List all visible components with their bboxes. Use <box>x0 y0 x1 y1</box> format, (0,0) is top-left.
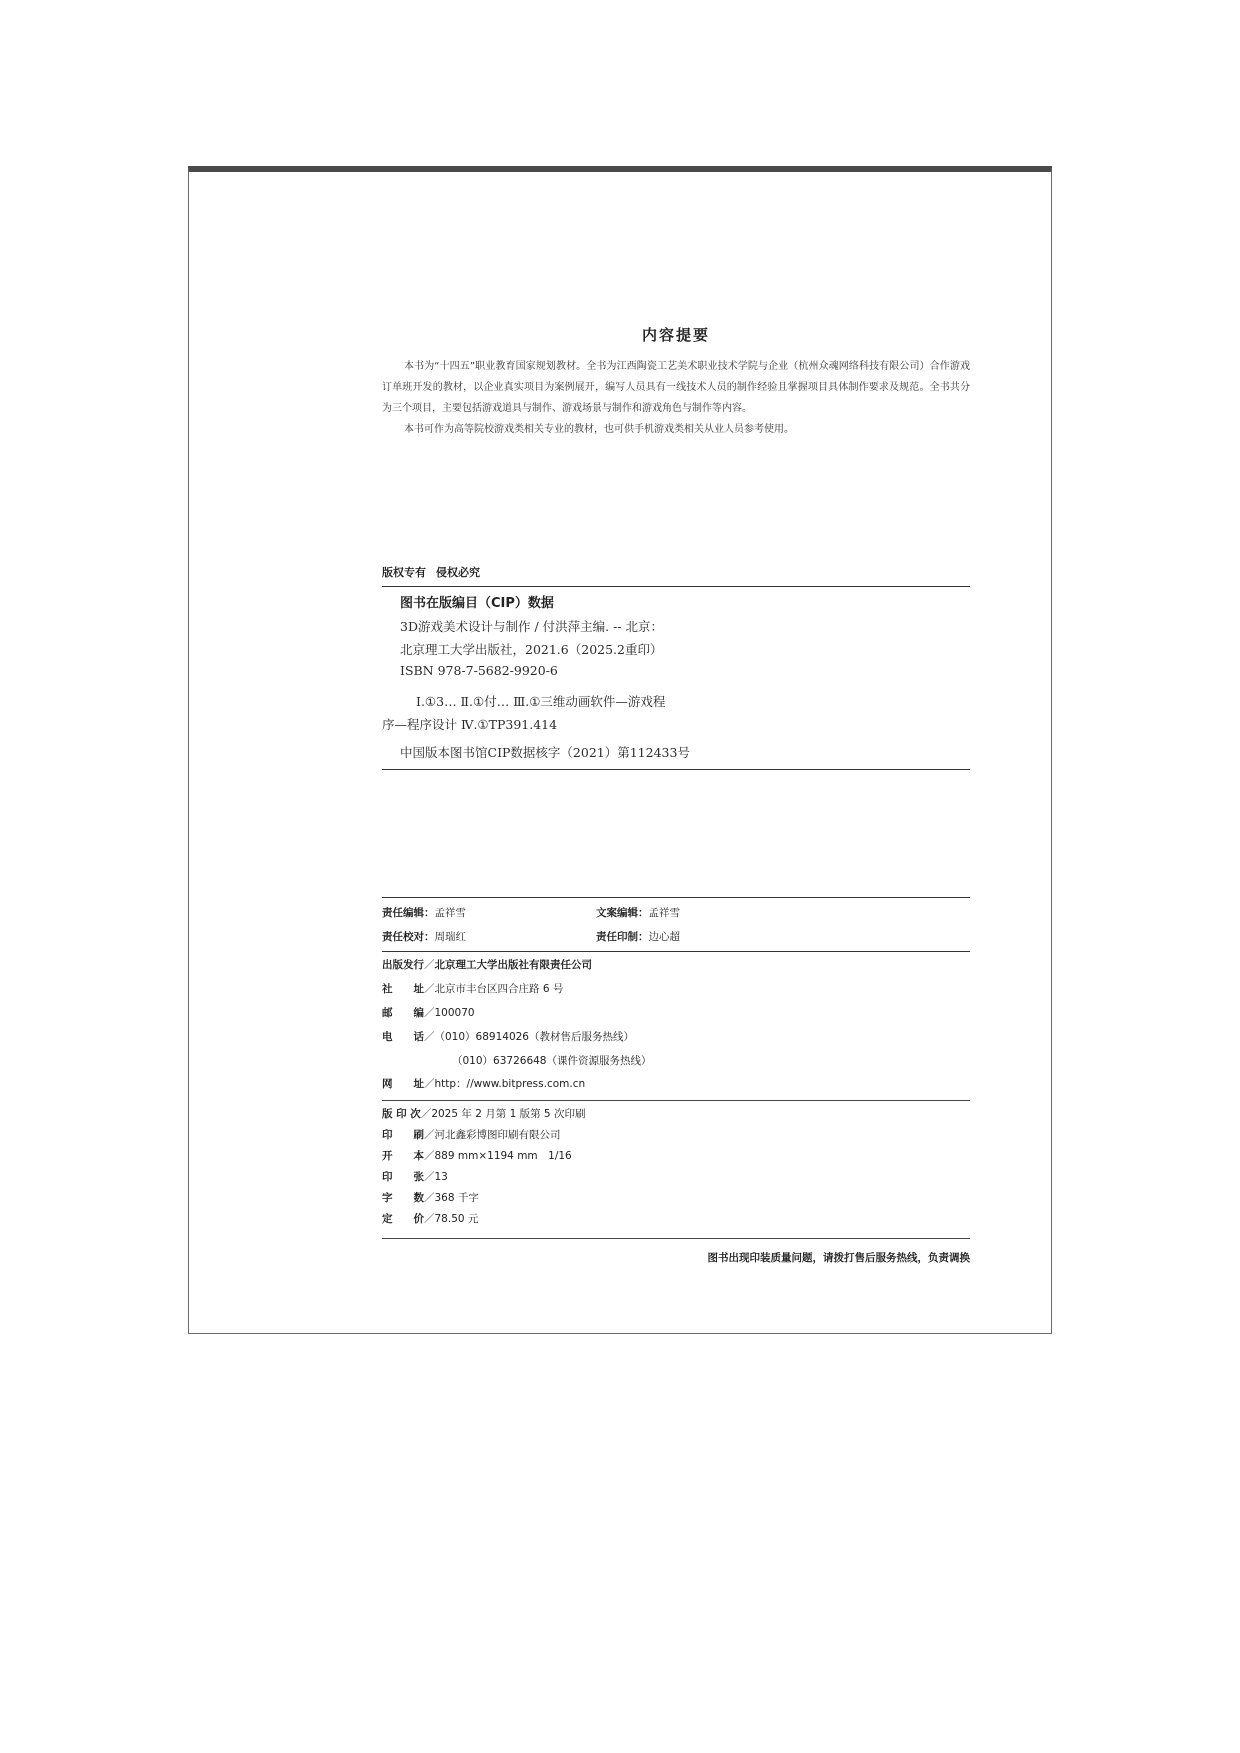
slash: ／ <box>424 959 435 971</box>
slash: ／ <box>424 983 435 995</box>
phone-row <box>382 1029 634 1044</box>
proof-value: 周瑞红 <box>434 931 466 943</box>
editor-field <box>382 905 466 920</box>
format-label: 开 本 <box>382 1150 424 1162</box>
edition-value: 2025 年 2 月第 1 版第 5 次印刷 <box>431 1108 586 1120</box>
editor-value: 孟祥雪 <box>434 907 466 919</box>
cip-line: 北京理工大学出版社，2021.6（2025.2重印） <box>400 642 663 657</box>
phone-value: （010）63726648（课件资源服务热线） <box>452 1055 652 1067</box>
printer-value: 河北鑫彩博图印刷有限公司 <box>434 1129 561 1141</box>
print-supervisor-value: 边心超 <box>648 931 680 943</box>
slash: ／ <box>424 1129 435 1141</box>
price-value: 78.50 元 <box>434 1213 479 1225</box>
abstract-paragraph: 本书可作为高等院校游戏类相关专业的教材，也可供手机游戏类相关从业人员参考使用。 <box>404 424 794 435</box>
quality-notice: 图书出现印装质量问题，请拨打售后服务热线，负责调换 <box>707 1252 970 1264</box>
printer-label: 印 刷 <box>382 1129 424 1141</box>
copy-editor-label: 文案编辑： <box>596 907 649 919</box>
abstract-title: 内容提要 <box>641 326 710 344</box>
slash: ／ <box>424 1078 435 1090</box>
rights-text: 版权专有 <box>382 566 426 579</box>
cip-line: 中国版本图书馆CIP数据核字（2021）第112433号 <box>400 745 690 760</box>
sheets-row <box>382 1169 448 1184</box>
cip-block <box>382 586 970 770</box>
cip-line: Ⅰ.①3… Ⅱ.①付… Ⅲ.①三维动画软件—游戏程 <box>416 694 666 709</box>
website-row <box>382 1076 585 1091</box>
copy-editor-field <box>596 905 680 920</box>
slash: ／ <box>424 1171 435 1183</box>
phone-label: 电 话 <box>382 1031 424 1043</box>
editor-label: 责任编辑： <box>382 907 435 919</box>
slash: ／ <box>424 1031 435 1043</box>
address-value: 北京市丰台区四合庄路 6 号 <box>434 983 564 995</box>
price-label: 定 价 <box>382 1213 424 1225</box>
format-row <box>382 1148 572 1163</box>
rights-notice <box>382 564 480 580</box>
cip-title: 图书在版编目（CIP）数据 <box>400 596 554 611</box>
distributor-value: 北京理工大学出版社有限责任公司 <box>434 959 592 971</box>
zip-row <box>382 1005 475 1020</box>
slash: ／ <box>424 1150 435 1162</box>
print-supervisor-field <box>596 929 680 944</box>
divider <box>382 1238 970 1239</box>
zip-value: 100070 <box>434 1007 475 1019</box>
copy-editor-value: 孟祥雪 <box>648 907 680 919</box>
sheets-value: 13 <box>434 1171 448 1183</box>
staff-block <box>382 897 970 952</box>
distributor-label: 出版发行 <box>382 959 424 971</box>
slash: ／ <box>424 1213 435 1225</box>
sheets-label: 印 张 <box>382 1171 424 1183</box>
proof-label: 责任校对： <box>382 931 435 943</box>
slash: ／ <box>420 1108 432 1120</box>
abstract-body <box>382 356 970 440</box>
edition-row <box>382 1106 585 1121</box>
distributor-row <box>382 957 592 972</box>
format-value: 889 mm×1194 mm 1/16 <box>434 1150 572 1162</box>
word-count-row <box>382 1190 479 1205</box>
zip-label: 邮 编 <box>382 1007 424 1019</box>
rights-text: 侵权必究 <box>436 566 480 579</box>
address-label: 社 址 <box>382 983 424 995</box>
phone-value: （010）68914026（教材售后服务热线） <box>434 1031 634 1043</box>
copyright-page <box>188 166 1052 1334</box>
divider <box>382 1100 970 1101</box>
cip-line: ISBN 978-7-5682-9920-6 <box>400 663 558 678</box>
price-row <box>382 1211 478 1226</box>
word-count-label: 字 数 <box>382 1192 424 1204</box>
website-link[interactable]: http：//www.bitpress.com.cn <box>434 1078 586 1090</box>
slash: ／ <box>424 1007 435 1019</box>
proof-field <box>382 929 466 944</box>
website-label: 网 址 <box>382 1078 424 1090</box>
cip-line: 3D游戏美术设计与制作 / 付洪萍主编. -- 北京： <box>400 619 664 634</box>
printer-row <box>382 1127 561 1142</box>
word-count-value: 368 千字 <box>434 1192 479 1204</box>
print-supervisor-label: 责任印制： <box>596 931 649 943</box>
address-row <box>382 981 563 996</box>
abstract-paragraph: 本书为“十四五”职业教育国家规划教材。全书为江西陶瓷工艺美术职业技术学院与企业（杭州众魂网络科技有限公司）合作游戏订单班开发的教材，以企业真实项目为案例展开，编写人员具有一线技术人员的制作经验且掌握项目具体制作要求及规范。全书共分为三个项目，主要包括游戏道具与制作、游戏场景与制作和游戏角色与制作等内容。 <box>382 361 970 414</box>
cip-line: 序—程序设计 Ⅳ.①TP391.414 <box>382 717 558 732</box>
phone-row-2 <box>452 1053 651 1068</box>
slash: ／ <box>424 1192 435 1204</box>
edition-label: 版 印 次 <box>382 1108 421 1120</box>
